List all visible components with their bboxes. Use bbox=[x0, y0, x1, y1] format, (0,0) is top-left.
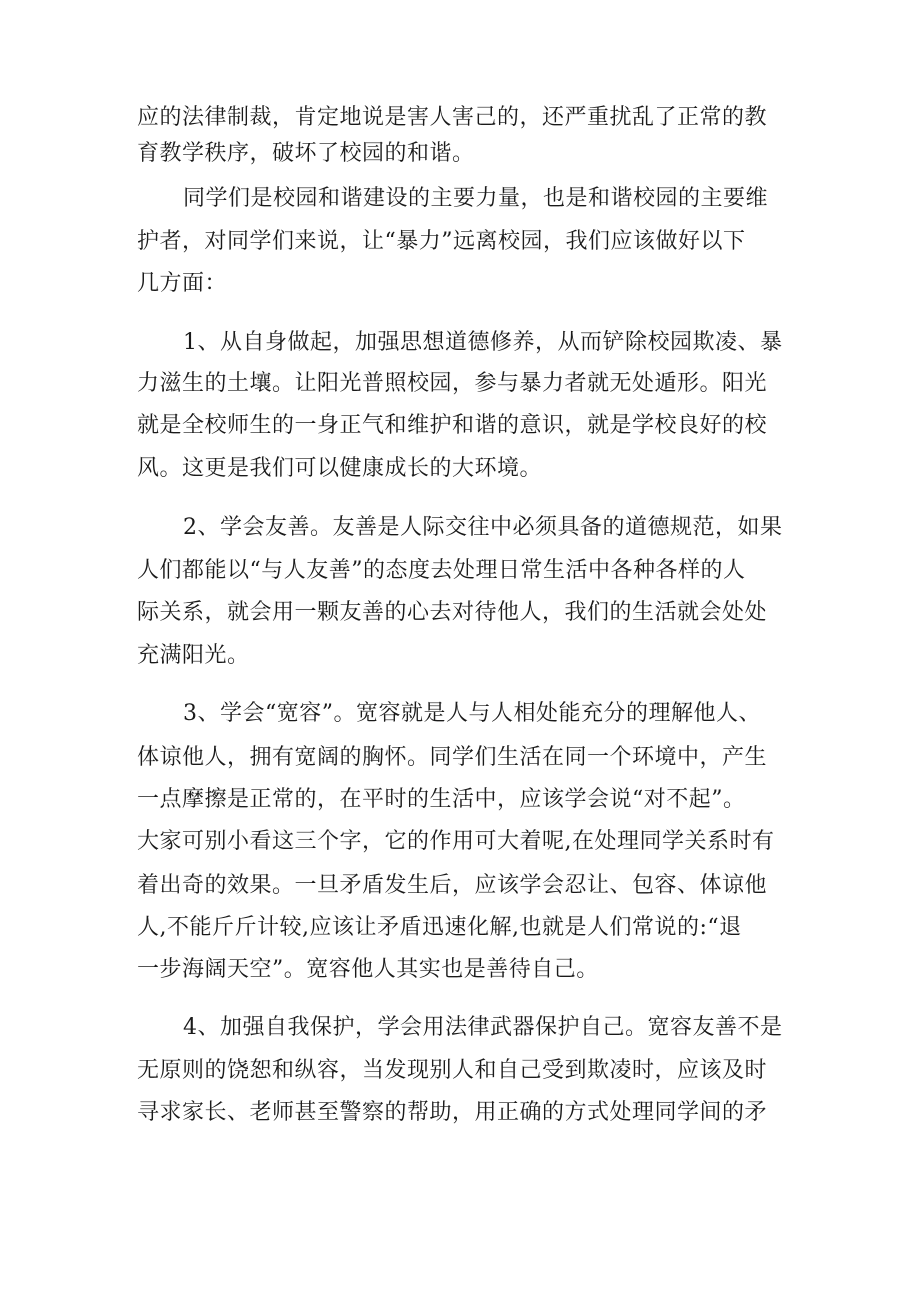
text-line: 体谅他人，拥有宽阔的胸怀。同学们生活在同一个环境中，产生 bbox=[137, 745, 768, 770]
text-line: 人们都能以“与人友善”的态度去处理日常生活中各种各样的人 bbox=[137, 558, 746, 583]
text-line: 风。这更是我们可以健康成长的大环境。 bbox=[137, 456, 543, 481]
text-line: 际关系，就会用一颗友善的心去对待他人，我们的生活就会处处 bbox=[137, 600, 768, 625]
text-line: 就是全校师生的一身正气和维护和谐的意识，就是学校良好的校 bbox=[137, 413, 768, 438]
text-line: 育教学秩序，破坏了校园的和谐。 bbox=[137, 141, 475, 166]
text-line: 一点摩擦是正常的，在平时的生活中，应该学会说“对不起”。 bbox=[137, 787, 746, 812]
text-line: 着出奇的效果。一旦矛盾发生后，应该学会忍让、包容、体谅他 bbox=[137, 873, 768, 898]
paragraph-first-line: 1、从自身做起，加强思想道德修养，从而铲除校园欺凌、暴 bbox=[183, 330, 783, 355]
text-line: 大家可别小看这三个字，它的作用可大着呢,在处理同学关系时有 bbox=[137, 829, 775, 854]
text-line: 无原则的饶恕和纵容，当发现别人和自己受到欺凌时，应该及时 bbox=[137, 1058, 768, 1083]
text-line: 应的法律制裁，肯定地说是害人害己的，还严重扰乱了正常的教 bbox=[137, 105, 768, 130]
text-line: 护者，对同学们来说，让“暴力”远离校园，我们应该做好以下 bbox=[137, 229, 746, 254]
text-line: 充满阳光。 bbox=[137, 643, 250, 668]
text-line: 几方面： bbox=[137, 271, 228, 296]
text-line: 人,不能斤斤计较,应该让矛盾迅速化解,也就是人们常说的:“退 bbox=[137, 915, 742, 940]
text-line: 一步海阔天空”。宽容他人其实也是善待自己。 bbox=[137, 957, 599, 982]
paragraph-first-line: 4、加强自我保护，学会用法律武器保护自己。宽容友善不是 bbox=[183, 1015, 783, 1040]
text-line: 力滋生的土壤。让阳光普照校园，参与暴力者就无处遁形。阳光 bbox=[137, 371, 768, 396]
text-line: 寻求家长、老师甚至警察的帮助，用正确的方式处理同学间的矛 bbox=[137, 1100, 768, 1125]
paragraph-first-line: 3、学会“宽容”。宽容就是人与人相处能充分的理解他人、 bbox=[183, 701, 761, 726]
paragraph-first-line: 同学们是校园和谐建设的主要力量，也是和谐校园的主要维 bbox=[183, 186, 769, 211]
paragraph-first-line: 2、学会友善。友善是人际交往中必须具备的道德规范，如果 bbox=[183, 515, 783, 540]
